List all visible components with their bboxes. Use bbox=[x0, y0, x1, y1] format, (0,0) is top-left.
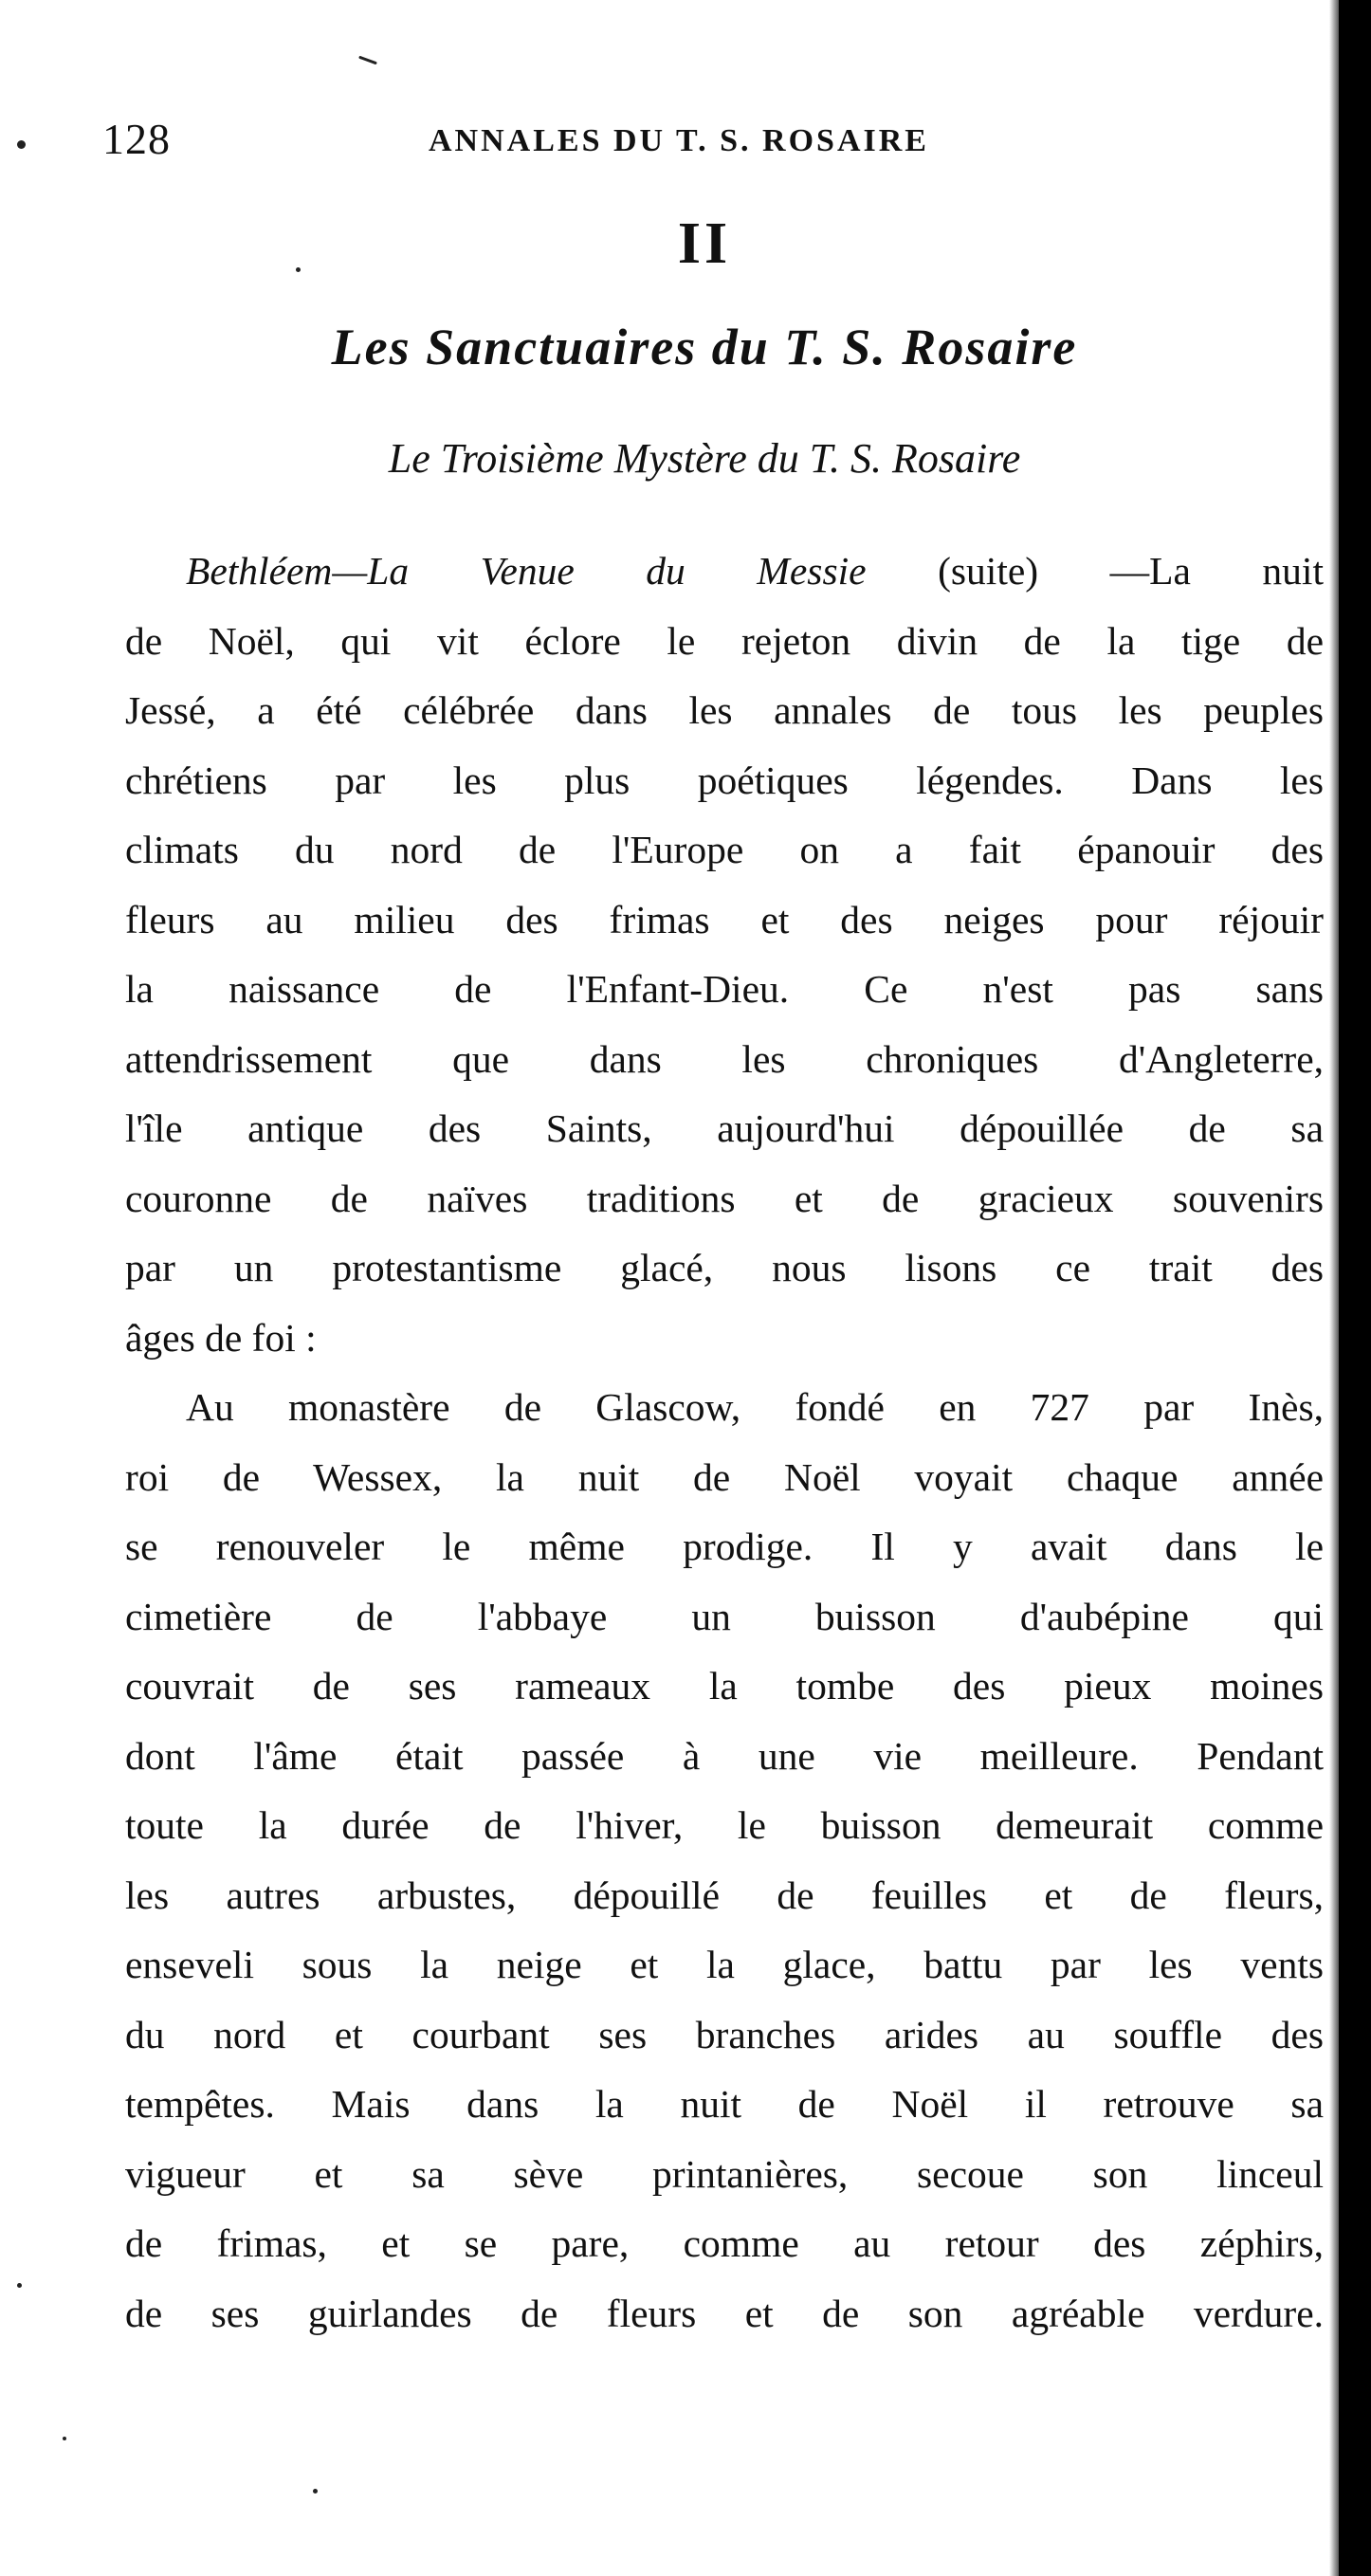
section-number: II bbox=[677, 211, 732, 276]
paragraph-1-line: l'île antique des Saints, aujourd'hui dépouillée de sa bbox=[125, 1106, 1324, 1150]
paragraph-2-line: dont l'âme était passée à une vie meilleure. Pendant bbox=[125, 1733, 1324, 1778]
paragraph-2-line: de frimas, et se pare, comme au retour des zéphirs, bbox=[125, 2221, 1324, 2265]
paragraph-2-line: roi de Wessex, la nuit de Noël voyait chaque année bbox=[125, 1454, 1324, 1499]
paragraph-1-line: chrétiens par les plus poétiques légendes. Dans les bbox=[125, 758, 1324, 802]
paragraph-2-line: cimetière de l'abbaye un buisson d'aubépine qui bbox=[125, 1594, 1324, 1638]
page-number: 128 bbox=[102, 115, 171, 163]
paragraph-1-line: la naissance de l'Enfant-Dieu. Ce n'est pas sans bbox=[125, 967, 1324, 1011]
scan-speck bbox=[17, 140, 26, 149]
paragraph-2-line: se renouveler le même prodige. Il y avait dans le bbox=[125, 1525, 1324, 1568]
paragraph-1-line: couronne de naïves traditions et de gracieux souvenirs bbox=[125, 1176, 1324, 1220]
paragraph-lead-rest: (suite) —La nuit bbox=[866, 549, 1324, 593]
paragraph-2-line: du nord et courbant ses branches arides au souffle des bbox=[125, 2012, 1324, 2056]
paragraph-1-line bbox=[125, 537, 1324, 607]
paragraph-1-line: climats du nord de l'Europe on a fait épanouir des bbox=[125, 828, 1324, 871]
paragraph-1-line: attendrissement que dans les chroniques d'Angleterre, bbox=[125, 1036, 1324, 1081]
binding-shadow bbox=[1329, 0, 1339, 2576]
paragraph-2-line: toute la durée de l'hiver, le buisson demeurait comme bbox=[125, 1803, 1324, 1847]
paragraph-1-line: par un protestantisme glacé, nous lisons ce trait des bbox=[125, 1246, 1324, 1289]
paragraph-2-line: tempêtes. Mais dans la nuit de Noël il retrouve sa bbox=[125, 2082, 1324, 2126]
body-text bbox=[125, 537, 1324, 2348]
scan-speck bbox=[63, 2437, 66, 2440]
scan-speck bbox=[313, 2489, 318, 2494]
binding-edge bbox=[1339, 0, 1371, 2576]
running-head: ANNALES DU T. S. ROSAIRE bbox=[429, 123, 929, 158]
section-subtitle: Le Troisième Mystère du T. S. Rosaire bbox=[388, 435, 1021, 482]
paragraph-2-line: Au monastère de Glascow, fondé en 727 par Inès, bbox=[186, 1385, 1324, 1429]
scan-speck bbox=[17, 2283, 22, 2288]
paragraph-lead-italic: Bethléem—La Venue du Messie bbox=[186, 549, 867, 593]
paragraph-2-line: couvrait de ses rameaux la tombe des pieux moines bbox=[125, 1664, 1324, 1708]
paragraph-1-line: de Noël, qui vit éclore le rejeton divin de la tige de bbox=[125, 618, 1324, 663]
paragraph-2-line: de ses guirlandes de fleurs et de son agréable verdure. bbox=[125, 2291, 1324, 2335]
paragraph-1-line: fleurs au milieu des frimas et des neiges pour réjouir bbox=[125, 897, 1324, 941]
paragraph-2-line: vigueur et sa sève printanières, secoue son linceul bbox=[125, 2151, 1324, 2196]
paragraph-2-line: les autres arbustes, dépouillé de feuilles et de fleurs, bbox=[125, 1873, 1324, 1917]
paragraph-1-line: âges de foi : bbox=[125, 1315, 317, 1360]
paragraph-2-line: enseveli sous la neige et la glace, battu par les vents bbox=[125, 1943, 1324, 1986]
paragraph-1-line: Jessé, a été célébrée dans les annales de tous les peuples bbox=[125, 688, 1324, 732]
section-title: Les Sanctuaires du T. S. Rosaire bbox=[331, 319, 1078, 375]
scan-speck bbox=[358, 56, 377, 65]
